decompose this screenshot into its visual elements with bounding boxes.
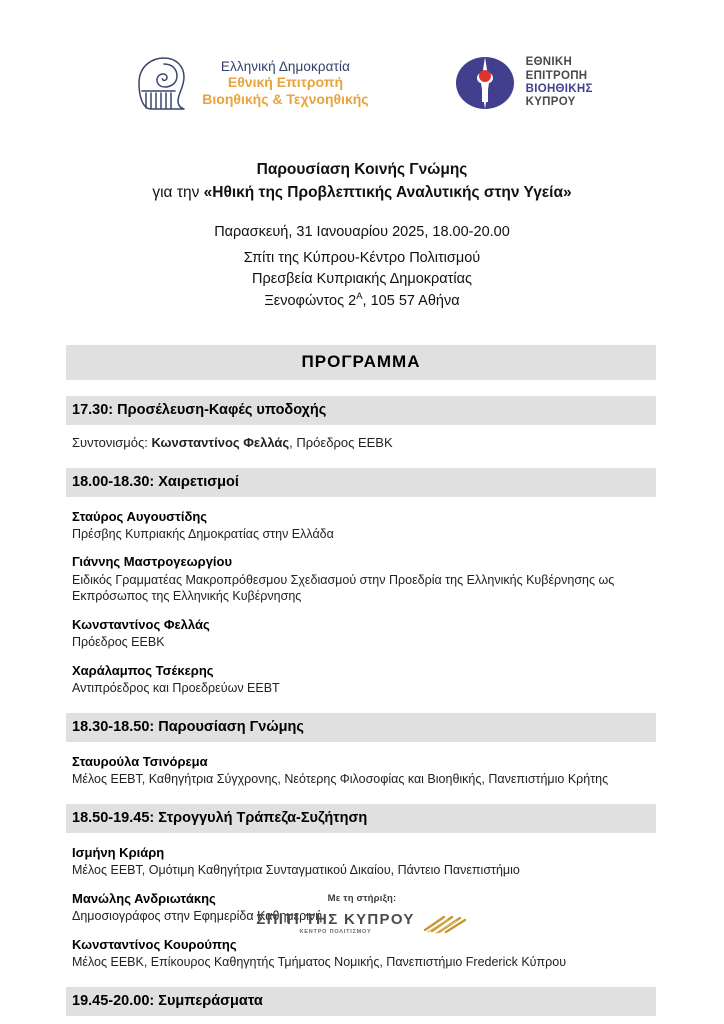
event-title-line1: Παρουσίαση Κοινής Γνώμης bbox=[256, 161, 468, 178]
program-heading-label: ΠΡΟΓΡΑΜΜΑ bbox=[301, 352, 421, 372]
speaker-role: Αντιπρόεδρος και Προεδρεύων ΕΕΒΤ bbox=[72, 681, 280, 696]
program-slot-title: 18.50-19.45: Στρογγυλή Τράπεζα-Συζήτηση bbox=[72, 809, 368, 826]
speaker-name: Χαράλαμπος Τσέκερης bbox=[72, 663, 214, 679]
speaker-role: Ειδικός Γραμματέας Μακροπρόθεσμου Σχεδιασμού στην Προεδρία της Ελληνικής Κυβέρνησης ως Εκπρόσωπος της Ελληνικής Κυβέρνησης bbox=[72, 572, 615, 604]
greek-logo-text bbox=[202, 59, 368, 108]
program-slot-title: 17.30: Προσέλευση-Καφές υποδοχής bbox=[72, 402, 327, 419]
address-rest: , 105 57 Αθήνα bbox=[362, 292, 460, 309]
greek-logo-line3: Βιοηθικής & Τεχνοηθικής bbox=[202, 90, 369, 107]
speaker-name: Κωνσταντίνος Κουρούπης bbox=[72, 936, 237, 952]
program-slot-bar bbox=[66, 713, 656, 742]
speaker-role: Μέλος ΕΕΒΤ, Καθηγήτρια Σύγχρονης, Νεότερης Φιλοσοφίας και Βιοηθικής, Πανεπιστήμιο Κρήτης bbox=[72, 772, 609, 787]
program-heading-bar bbox=[66, 345, 656, 380]
speaker-role: Πρόεδρος ΕΕΒΚ bbox=[72, 635, 165, 650]
event-title-block bbox=[0, 158, 724, 205]
greek-national-bioethics-logo bbox=[131, 53, 368, 113]
speaker-name: Σταυρούλα Τσινόρεμα bbox=[72, 753, 208, 769]
speaker-entry bbox=[72, 662, 650, 697]
cyprus-logo-line4: ΚΥΠΡΟΥ bbox=[525, 96, 576, 109]
event-venue bbox=[0, 248, 724, 311]
program-slot bbox=[66, 468, 656, 697]
speaker-entry bbox=[72, 553, 650, 605]
moderator-name: Κωνσταντίνος Φελλάς bbox=[151, 435, 290, 451]
speaker-name: Γιάννης Μαστρογεωργίου bbox=[72, 554, 233, 570]
program-slot-body bbox=[66, 508, 656, 697]
greek-logo-line1: Ελληνική Δημοκρατία bbox=[220, 58, 350, 74]
cyprus-logo-line1: ΕΘΝΙΚΗ bbox=[525, 56, 573, 69]
house-of-cyprus-logo bbox=[256, 912, 467, 936]
program-slot-body bbox=[66, 434, 656, 452]
moderator-line bbox=[72, 434, 650, 452]
speaker-entry bbox=[72, 508, 650, 543]
program-slot-title: 19.45-20.00: Συμπεράσματα bbox=[72, 992, 263, 1009]
program-slot-bar bbox=[66, 987, 656, 1016]
venue-name: Σπίτι της Κύπρου-Κέντρο Πολιτισμού bbox=[243, 250, 481, 267]
speaker-entry bbox=[72, 844, 650, 879]
speaker-role: Πρέσβης Κυπριακής Δημοκρατίας στην Ελλάδα bbox=[72, 526, 334, 541]
cyprus-logo-line3: ΒΙΟΗΘΙΚΗΣ bbox=[525, 83, 593, 95]
speaker-name: Κωνσταντίνος Φελλάς bbox=[72, 617, 210, 633]
moderator-suffix: , Πρόεδρος ΕΕΒΚ bbox=[289, 435, 393, 451]
speaker-role: Μέλος ΕΕΒΤ, Ομότιμη Καθηγήτρια Συνταγματικού Δικαίου, Πάντειο Πανεπιστήμιο bbox=[72, 863, 520, 877]
house-of-cyprus-logo-text bbox=[256, 912, 414, 936]
speaker-entry bbox=[72, 616, 650, 651]
address-street: Ξενοφώντος 2 bbox=[264, 292, 357, 309]
speaker-name: Σταύρος Αυγουστίδης bbox=[72, 508, 208, 524]
event-date: Παρασκευή, 31 Ιανουαρίου 2025, 18.00-20.00 bbox=[214, 224, 510, 241]
program-slot-title: 18.00-18.30: Χαιρετισμοί bbox=[72, 473, 239, 490]
cyprus-logo-line2: ΕΠΙΤΡΟΠΗ bbox=[525, 69, 588, 82]
speaker-role: Δημοσιογράφος στην Εφημερίδα Καθημερινή bbox=[72, 908, 323, 923]
speaker-entry bbox=[72, 753, 650, 788]
program-slot-bar bbox=[66, 396, 656, 425]
header-logo-row bbox=[0, 0, 724, 122]
program-slot-bar bbox=[66, 468, 656, 497]
footer-sponsor-block bbox=[0, 893, 724, 936]
ionic-column-spiral-icon bbox=[131, 53, 193, 113]
program-slot-title: 18.30-18.50: Παρουσίαση Γνώμης bbox=[72, 718, 304, 735]
gold-diagonal-stripes-icon bbox=[422, 913, 468, 935]
speaker-role: Μέλος ΕΕΒΚ, Επίκουρος Καθηγητής Τμήματος Νομικής, Πανεπιστήμιο Frederick Κύπρου bbox=[72, 954, 567, 969]
cyprus-national-bioethics-logo bbox=[455, 56, 593, 110]
cyprus-logo-text bbox=[526, 56, 593, 109]
moderator-prefix: Συντονισμός: bbox=[72, 435, 152, 451]
house-of-cyprus-name: ΣΠΙΤΙ ΤΗΣ ΚΥΠΡΟΥ bbox=[256, 911, 415, 928]
venue-embassy: Πρεσβεία Κυπριακής Δημοκρατίας bbox=[252, 271, 472, 288]
address-superscript: Α bbox=[356, 290, 363, 302]
speaker-entry bbox=[72, 936, 650, 971]
program-slot bbox=[66, 396, 656, 452]
speaker-name: Ισμήνη Κριάρη bbox=[72, 844, 165, 860]
program-slot bbox=[66, 713, 656, 788]
house-of-cyprus-subtitle: ΚΕΝΤΡΟ ΠΟΛΙΤΙΣΜΟΥ bbox=[299, 928, 372, 935]
cyprus-bioethics-emblem-icon bbox=[455, 56, 515, 110]
venue-address bbox=[0, 290, 724, 311]
greek-logo-line2: Εθνική Επιτροπή bbox=[227, 74, 343, 91]
event-title-prefix: για την bbox=[152, 184, 204, 202]
program-slot-body bbox=[66, 753, 656, 788]
program-slot-bar bbox=[66, 804, 656, 833]
speaker-name: Μανώλης Ανδριωτάκης bbox=[72, 890, 216, 906]
event-meta-block bbox=[0, 221, 724, 311]
event-title-line2 bbox=[0, 181, 724, 205]
event-title-emphasis: «Ηθική της Προβλεπτικής Αναλυτικής στην Υγεία» bbox=[203, 184, 572, 202]
program-slot bbox=[66, 987, 656, 1016]
program-slot bbox=[66, 804, 656, 971]
support-label: Με τη στήριξη: bbox=[327, 893, 397, 904]
